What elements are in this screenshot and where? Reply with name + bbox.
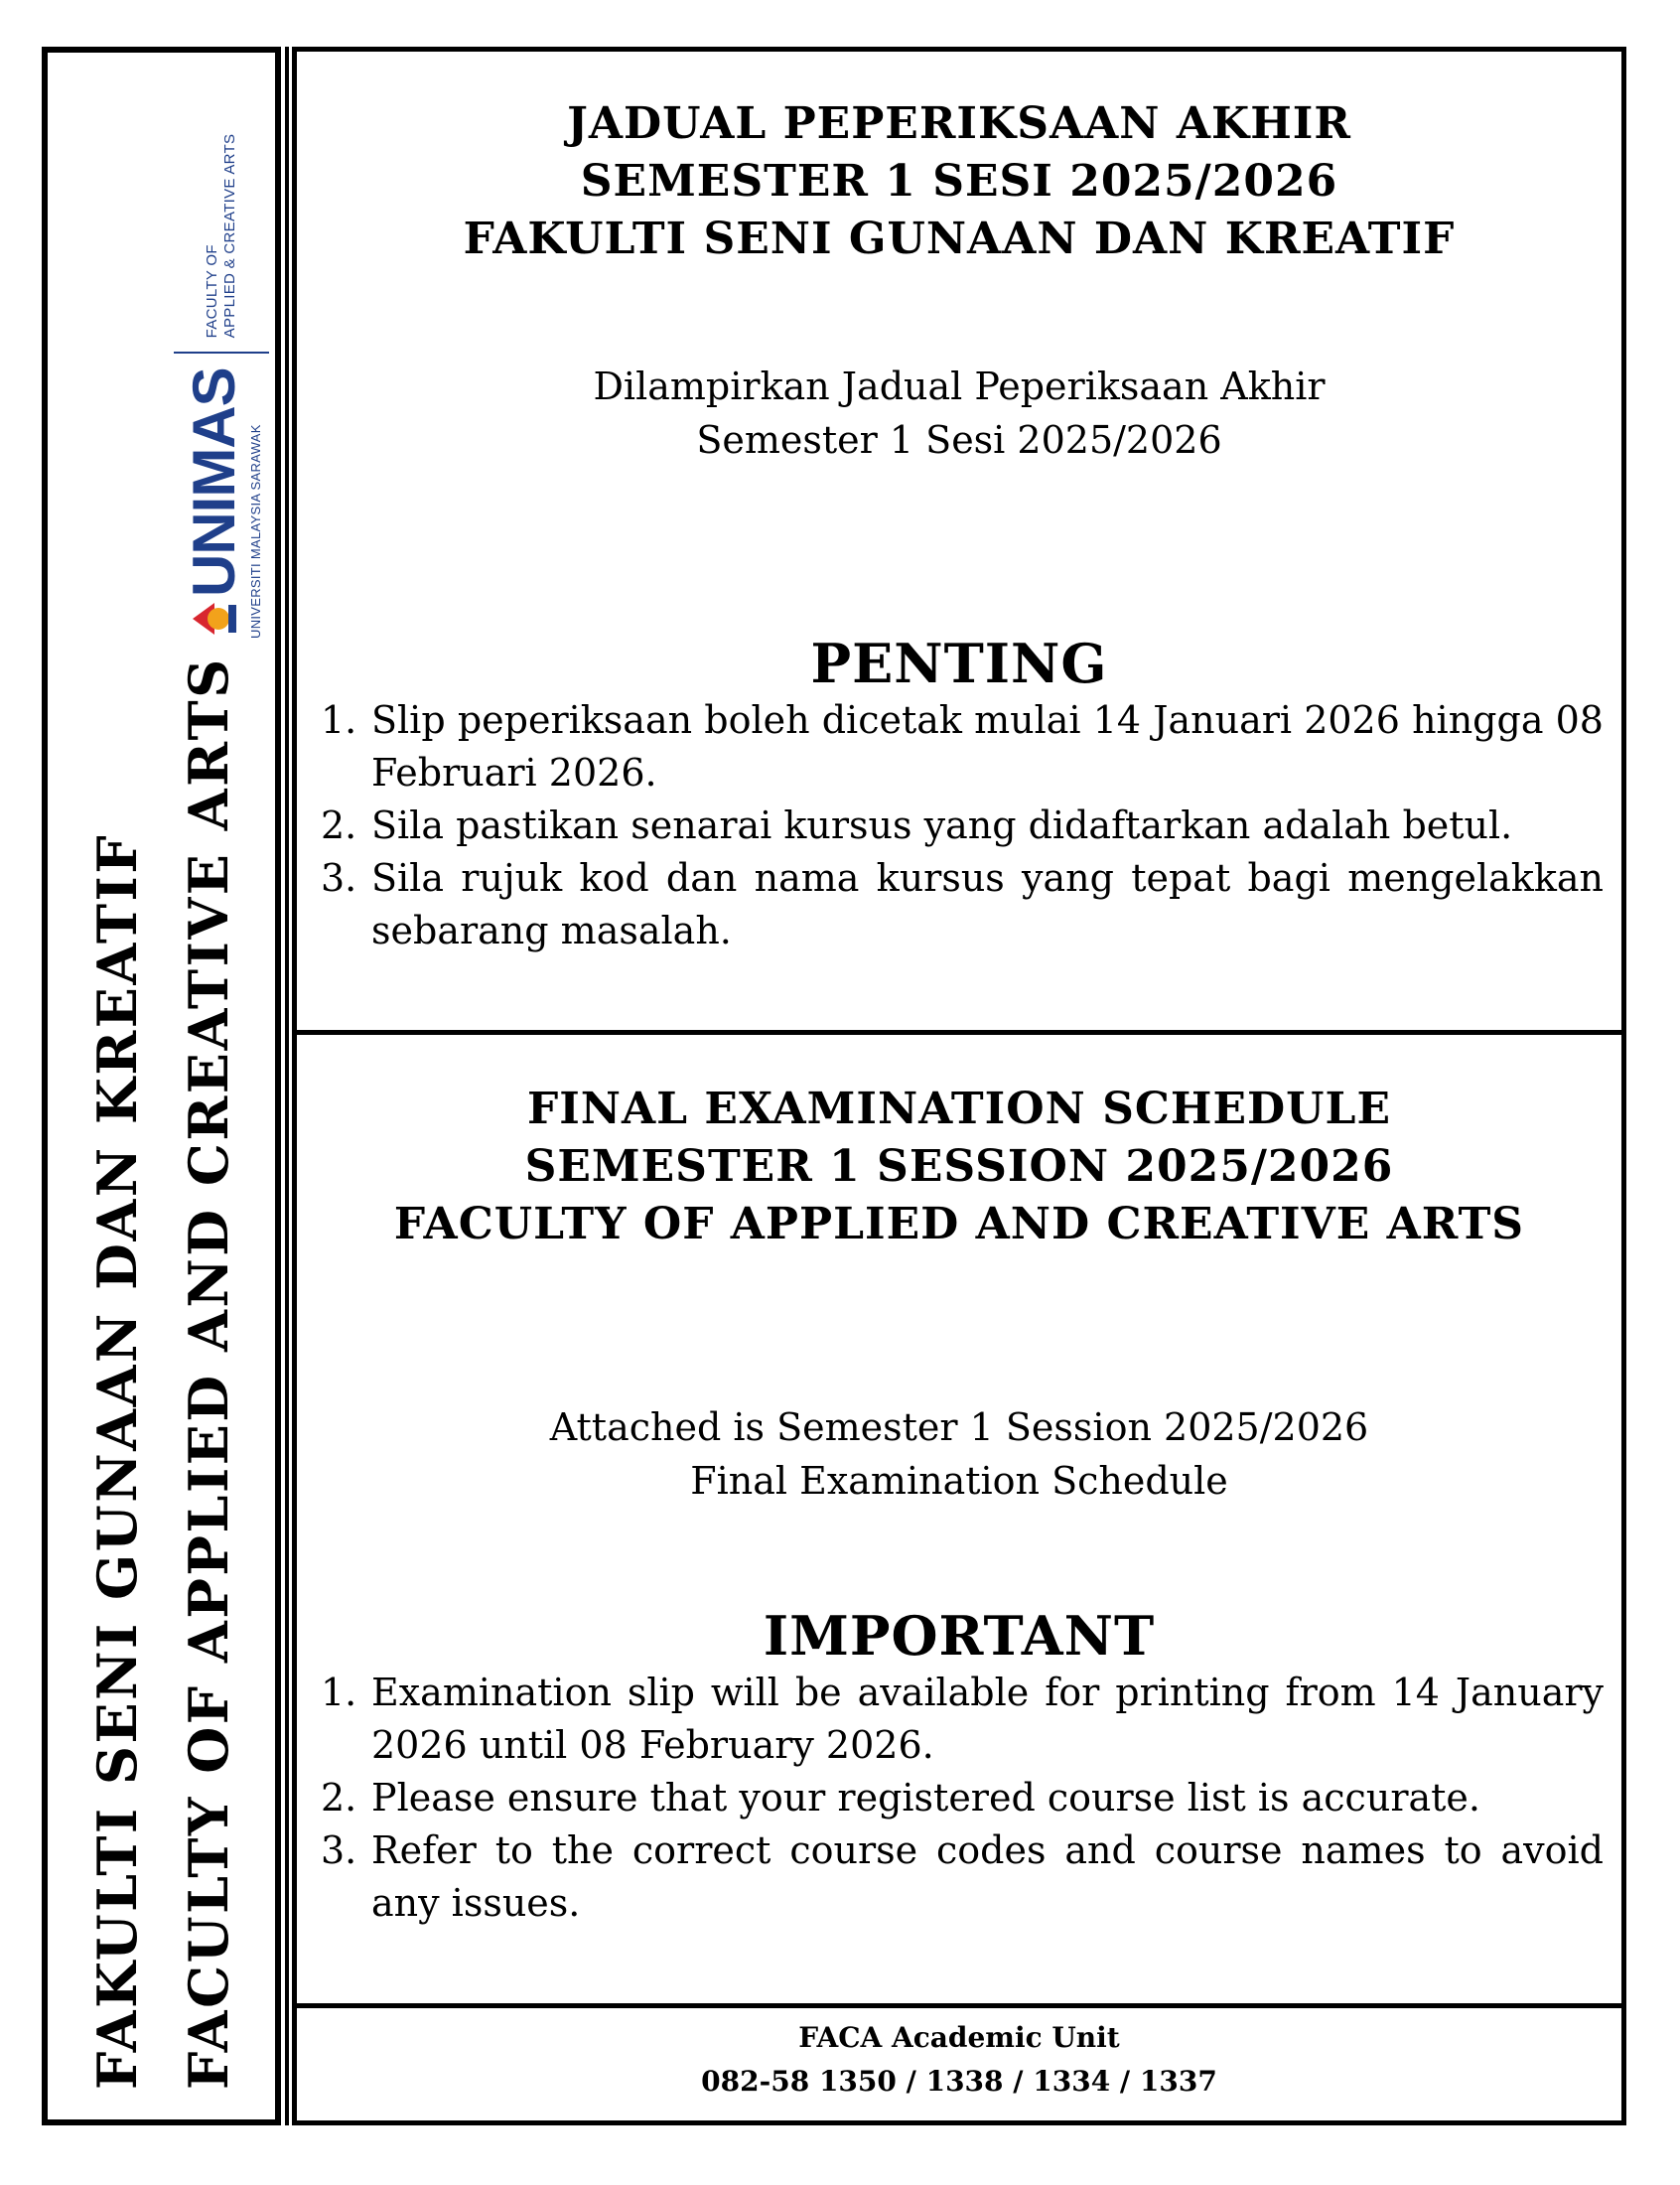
malay-section bbox=[297, 95, 1621, 268]
malay-heading-line3: FAKULTI SENI GUNAAN DAN KREATIF bbox=[463, 214, 1456, 264]
malay-important bbox=[297, 633, 1621, 957]
note-text: Slip peperiksaan boleh dicetak mulai 14 Januari 2026 hingga 08 Februari 2026. bbox=[371, 698, 1604, 795]
list-item bbox=[321, 1667, 1604, 1772]
malay-important-title: PENTING bbox=[810, 632, 1108, 695]
list-item bbox=[321, 800, 1604, 852]
note-text: Sila pastikan senarai kursus yang didaftarkan adalah betul. bbox=[371, 803, 1513, 847]
note-text: Sila rujuk kod dan nama kursus yang tepat bagi mengelakkan sebarang masalah. bbox=[371, 856, 1604, 952]
logo-brand-text: UNIMAS bbox=[181, 367, 247, 597]
malay-notes-list bbox=[297, 694, 1621, 957]
english-heading-line2: SEMESTER 1 SESSION 2025/2026 bbox=[524, 1141, 1394, 1192]
english-important bbox=[297, 1605, 1621, 1930]
list-item bbox=[321, 1824, 1604, 1930]
logo-emblem-icon bbox=[189, 599, 240, 639]
footer-divider bbox=[297, 2003, 1621, 2008]
note-number: 2. bbox=[321, 803, 357, 847]
logo-divider bbox=[174, 352, 269, 354]
english-intro bbox=[297, 1400, 1621, 1508]
english-intro-line2: Final Examination Schedule bbox=[690, 1459, 1228, 1503]
english-important-title: IMPORTANT bbox=[763, 1604, 1156, 1668]
logo-faculty-line1: FACULTY OF bbox=[204, 244, 220, 339]
logo-faculty-line2: APPLIED & CREATIVE ARTS bbox=[221, 133, 238, 339]
footer bbox=[297, 2016, 1621, 2104]
note-number: 2. bbox=[321, 1776, 357, 1820]
malay-intro-line2: Semester 1 Sesi 2025/2026 bbox=[696, 418, 1222, 462]
english-notes-list bbox=[297, 1667, 1621, 1930]
note-text: Examination slip will be available for printing from 14 January 2026 until 08 February 2026. bbox=[371, 1671, 1604, 1767]
malay-heading-line2: SEMESTER 1 SESI 2025/2026 bbox=[580, 156, 1338, 207]
side-title bbox=[71, 640, 270, 2090]
list-item bbox=[321, 1772, 1604, 1824]
side-title-malay: FAKULTI SENI GUNAAN DAN KREATIF bbox=[85, 832, 149, 2090]
note-number: 1. bbox=[321, 1671, 357, 1714]
list-item bbox=[321, 852, 1604, 957]
unimas-logo bbox=[157, 82, 286, 639]
note-number: 3. bbox=[321, 856, 357, 900]
footer-phone: 082-58 1350 / 1338 / 1334 / 1337 bbox=[701, 2065, 1217, 2098]
page-frame bbox=[42, 47, 1626, 2125]
logo-university-name: UNIVERSITI MALAYSIA SARAWAK bbox=[248, 424, 263, 639]
section-divider bbox=[297, 1030, 1621, 1035]
main-panel bbox=[292, 47, 1626, 2125]
malay-intro bbox=[297, 360, 1621, 467]
english-heading-line3: FACULTY OF APPLIED AND CREATIVE ARTS bbox=[393, 1199, 1525, 1249]
malay-intro-line1: Dilampirkan Jadual Peperiksaan Akhir bbox=[593, 364, 1326, 408]
note-number: 1. bbox=[321, 698, 357, 742]
note-text: Refer to the correct course codes and course names to avoid any issues. bbox=[371, 1828, 1604, 1925]
list-item bbox=[321, 694, 1604, 800]
side-banner bbox=[42, 47, 281, 2125]
footer-unit: FACA Academic Unit bbox=[798, 2021, 1120, 2054]
english-section bbox=[297, 1081, 1621, 1253]
logo-wordmark bbox=[180, 367, 248, 639]
english-intro-line1: Attached is Semester 1 Session 2025/2026 bbox=[549, 1405, 1369, 1449]
note-number: 3. bbox=[321, 1828, 357, 1872]
english-heading-line1: FINAL EXAMINATION SCHEDULE bbox=[526, 1084, 1391, 1134]
side-title-english: FACULTY OF APPLIED AND CREATIVE ARTS bbox=[177, 656, 240, 2090]
malay-heading-line1: JADUAL PEPERIKSAAN AKHIR bbox=[567, 98, 1351, 149]
note-text: Please ensure that your registered course list is accurate. bbox=[371, 1776, 1480, 1820]
